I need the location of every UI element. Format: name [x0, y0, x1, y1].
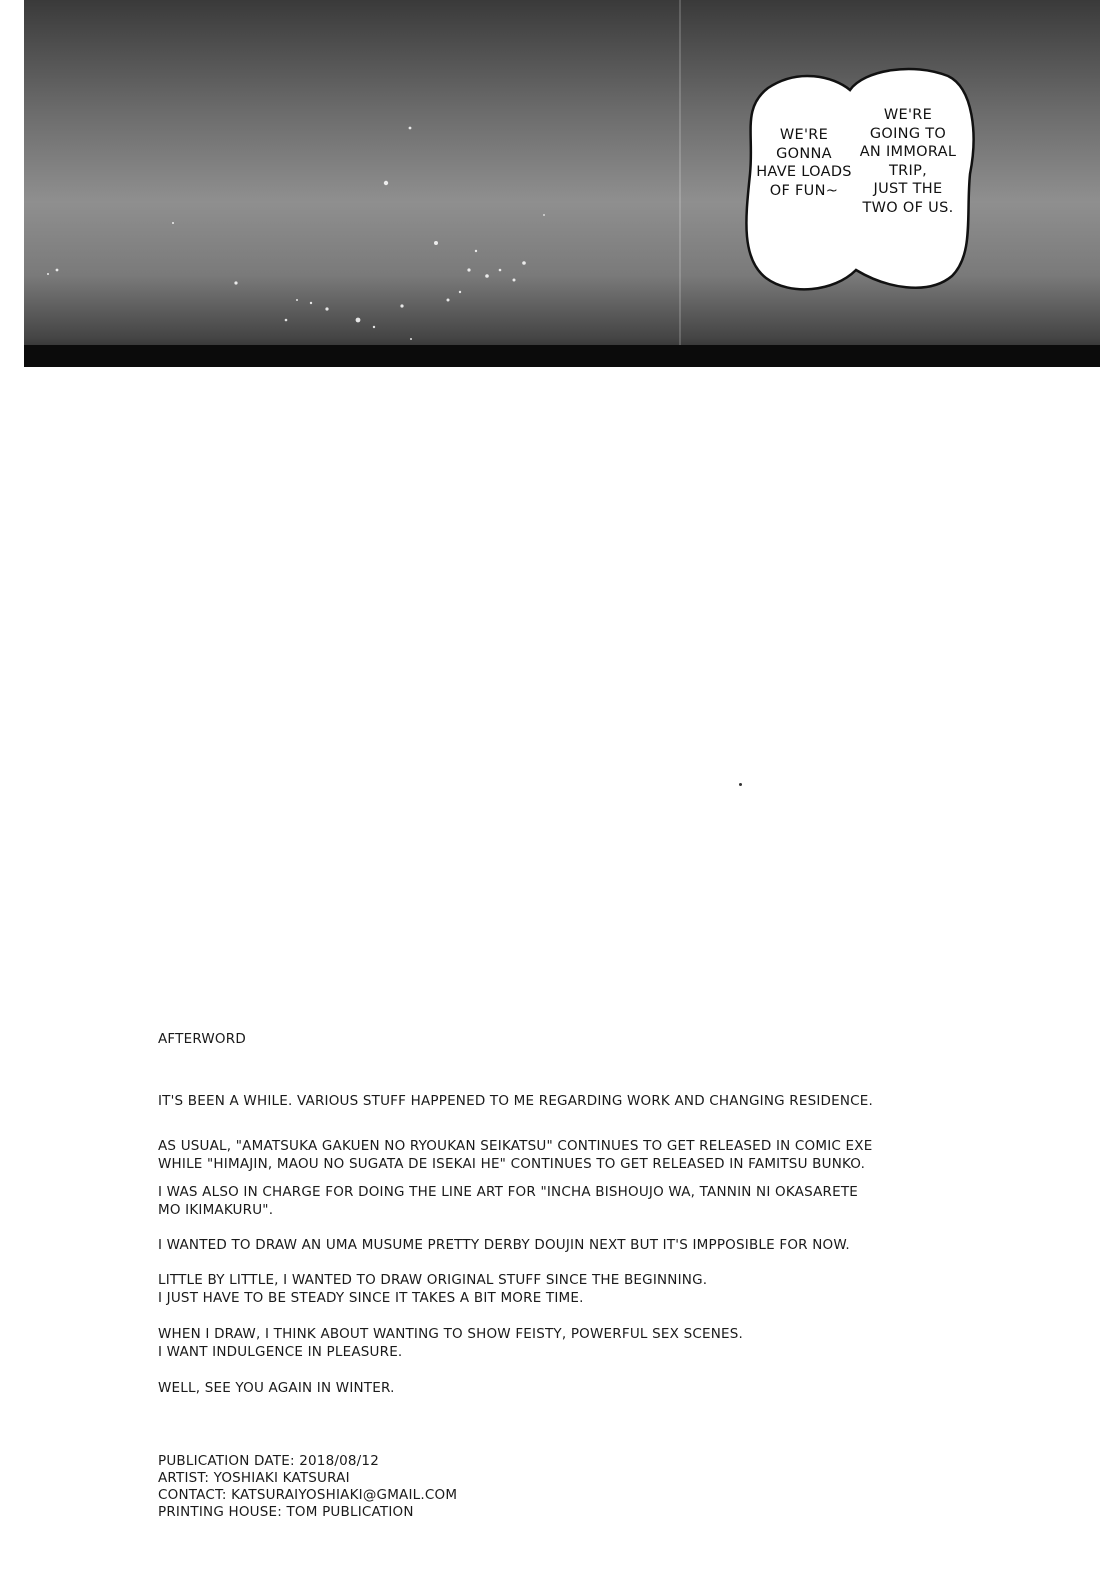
bubble-text-left	[752, 126, 856, 200]
afterword-line: I WANTED TO DRAW AN UMA MUSUME PRETTY DERBY DOUJIN NEXT BUT IT'S IMPPOSIBLE FOR NOW.	[158, 1237, 850, 1253]
afterword-paragraph	[158, 1137, 872, 1173]
bubble-line: WE'RE	[779, 127, 829, 143]
afterword-line: WHILE "HIMAJIN, MAOU NO SUGATA DE ISEKAI HE" CONTINUES TO GET RELEASED IN FAMITSU BUNKO.	[158, 1156, 866, 1172]
ink-speck	[739, 783, 742, 786]
bubble-line: TWO OF US.	[862, 199, 954, 216]
afterword-line: WELL, SEE YOU AGAIN IN WINTER.	[158, 1380, 395, 1396]
artist-credit: ARTIST: YOSHIAKI KATSURAI	[158, 1470, 350, 1486]
colophon	[158, 1453, 457, 1521]
bubble-line: GOING TO	[869, 125, 947, 142]
afterword-paragraph	[158, 1271, 707, 1307]
sparkles-decoration	[24, 0, 704, 345]
speech-bubble	[738, 64, 978, 296]
afterword-title: AFTERWORD	[158, 1031, 246, 1047]
bubble-line: OF FUN~	[769, 182, 839, 199]
afterword-paragraph	[158, 1092, 873, 1110]
afterword-paragraph	[158, 1236, 850, 1254]
bubble-line: JUST THE	[873, 181, 943, 197]
afterword-paragraph	[158, 1183, 858, 1219]
afterword-line: WHEN I DRAW, I THINK ABOUT WANTING TO SHOW FEISTY, POWERFUL SEX SCENES.	[158, 1326, 743, 1342]
afterword-paragraph	[158, 1379, 395, 1397]
publication-date: PUBLICATION DATE: 2018/08/12	[158, 1453, 380, 1469]
afterword-line: MO IKIMAKURU".	[158, 1202, 274, 1218]
afterword-line: LITTLE BY LITTLE, I WANTED TO DRAW ORIGINAL STUFF SINCE THE BEGINNING.	[158, 1272, 708, 1288]
afterword-line: I WANT INDULGENCE IN PLEASURE.	[158, 1344, 403, 1360]
afterword-line: AS USUAL, "AMATSUKA GAKUEN NO RYOUKAN SEIKATSU" CONTINUES TO GET RELEASED IN COMIC EXE	[158, 1138, 873, 1154]
bubble-line: HAVE LOADS	[756, 164, 852, 180]
afterword-paragraph	[158, 1325, 743, 1361]
afterword-line: I JUST HAVE TO BE STEADY SINCE IT TAKES A BIT MORE TIME.	[158, 1290, 584, 1306]
afterword-line: IT'S BEEN A WHILE. VARIOUS STUFF HAPPENED TO ME REGARDING WORK AND CHANGING RESIDENCE.	[158, 1093, 874, 1109]
bubble-line: TRIP,	[888, 162, 928, 179]
page-margin	[0, 0, 24, 367]
panel-border-bottom	[24, 345, 1100, 367]
bubble-line: WE'RE	[883, 107, 933, 123]
bubble-text-right	[852, 106, 964, 217]
bubble-line: AN IMMORAL	[859, 144, 957, 160]
afterword-line: I WAS ALSO IN CHARGE FOR DOING THE LINE ART FOR "INCHA BISHOUJO WA, TANNIN NI OKASARETE	[158, 1184, 859, 1200]
printing-house: PRINTING HOUSE: TOM PUBLICATION	[158, 1504, 414, 1520]
contact-email: CONTACT: KATSURAIYOSHIAKI@GMAIL.COM	[158, 1487, 458, 1503]
afterword-section	[158, 1029, 958, 1396]
bubble-line: GONNA	[776, 145, 832, 162]
